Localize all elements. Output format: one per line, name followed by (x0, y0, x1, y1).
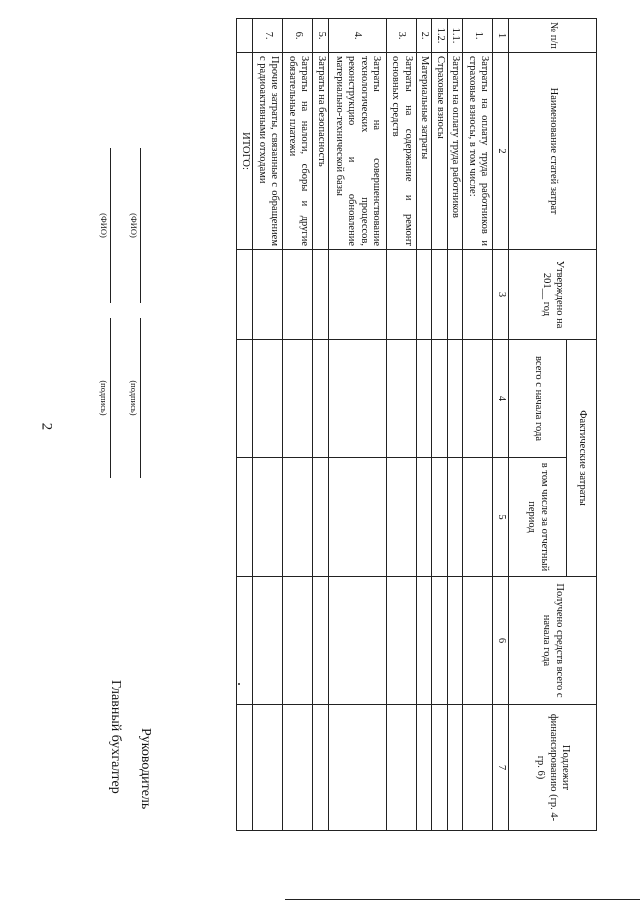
column-number: 6 (493, 577, 509, 705)
header-actual-total: всего с начала года (509, 340, 567, 458)
row-name: Затраты на оплату труда работников (447, 53, 463, 250)
accountant-signature-line (110, 318, 111, 478)
row-number: 3. (386, 19, 416, 53)
row-number: 4. (328, 19, 386, 53)
total-label: ИТОГО: (237, 53, 253, 250)
rotated-sheet (99, 18, 597, 830)
row-number: 1. (463, 19, 493, 53)
page-number: 2 (38, 422, 55, 431)
row-name: Затраты на безопасность (313, 53, 329, 250)
head-signature-line (140, 318, 141, 478)
row-number: 6. (283, 19, 313, 53)
row-name: Прочие затраты, связанные с обращением с радиоактивными отходами (253, 53, 283, 250)
row-name: Материальные затраты (416, 53, 432, 250)
row-number: 1.1. (447, 19, 463, 53)
column-number: 7 (493, 705, 509, 831)
header-num: № п/п (509, 19, 597, 53)
row-number: 7. (253, 19, 283, 53)
row-name: Затраты на совершенствование технологических процессов, реконструкцию и обновление материально-технической базы (328, 53, 386, 250)
header-actual-group: Фактические затраты (567, 340, 597, 577)
row-name: Страховые взносы (432, 53, 448, 250)
head-title: Руководитель (138, 728, 153, 810)
header-approved: Утверждено на 201__ год (509, 250, 597, 340)
header-received: Получено средств всего с начала года (509, 577, 597, 705)
header-actual-period: в том числе за отчетный период (509, 458, 567, 577)
accountant-name-caption: (ФИО) (99, 213, 109, 238)
head-signature-caption: (подпись) (129, 380, 139, 416)
header-to-finance: Подлежит финансированию (гр. 4-гр. 6) (509, 705, 597, 831)
head-name-caption: (ФИО) (129, 213, 139, 238)
column-number: 4 (493, 340, 509, 458)
row-name: Затраты на оплату труда работников и страховые взносы, в том числе: (463, 53, 493, 250)
column-number: 5 (493, 458, 509, 577)
accountant-signature-caption: (подпись) (99, 380, 109, 416)
accountant-title: Главный бухгалтер (108, 680, 123, 794)
column-number: 2 (493, 53, 509, 250)
head-name-line (140, 148, 141, 303)
row-number: 5. (313, 19, 329, 53)
row-name: Затраты на налоги, сборы и другие обязательные платежи (283, 53, 313, 250)
row-number: 1.2. (432, 19, 448, 53)
accountant-name-line (110, 148, 111, 303)
row-number: 2. (416, 19, 432, 53)
signature-block (99, 18, 597, 830)
header-name: Наименование статей затрат (509, 53, 597, 250)
column-number: 1 (493, 19, 509, 53)
column-number: 3 (493, 250, 509, 340)
scan-edge-line (285, 899, 640, 900)
row-name: Затраты на содержание и ремонт основных средств (386, 53, 416, 250)
